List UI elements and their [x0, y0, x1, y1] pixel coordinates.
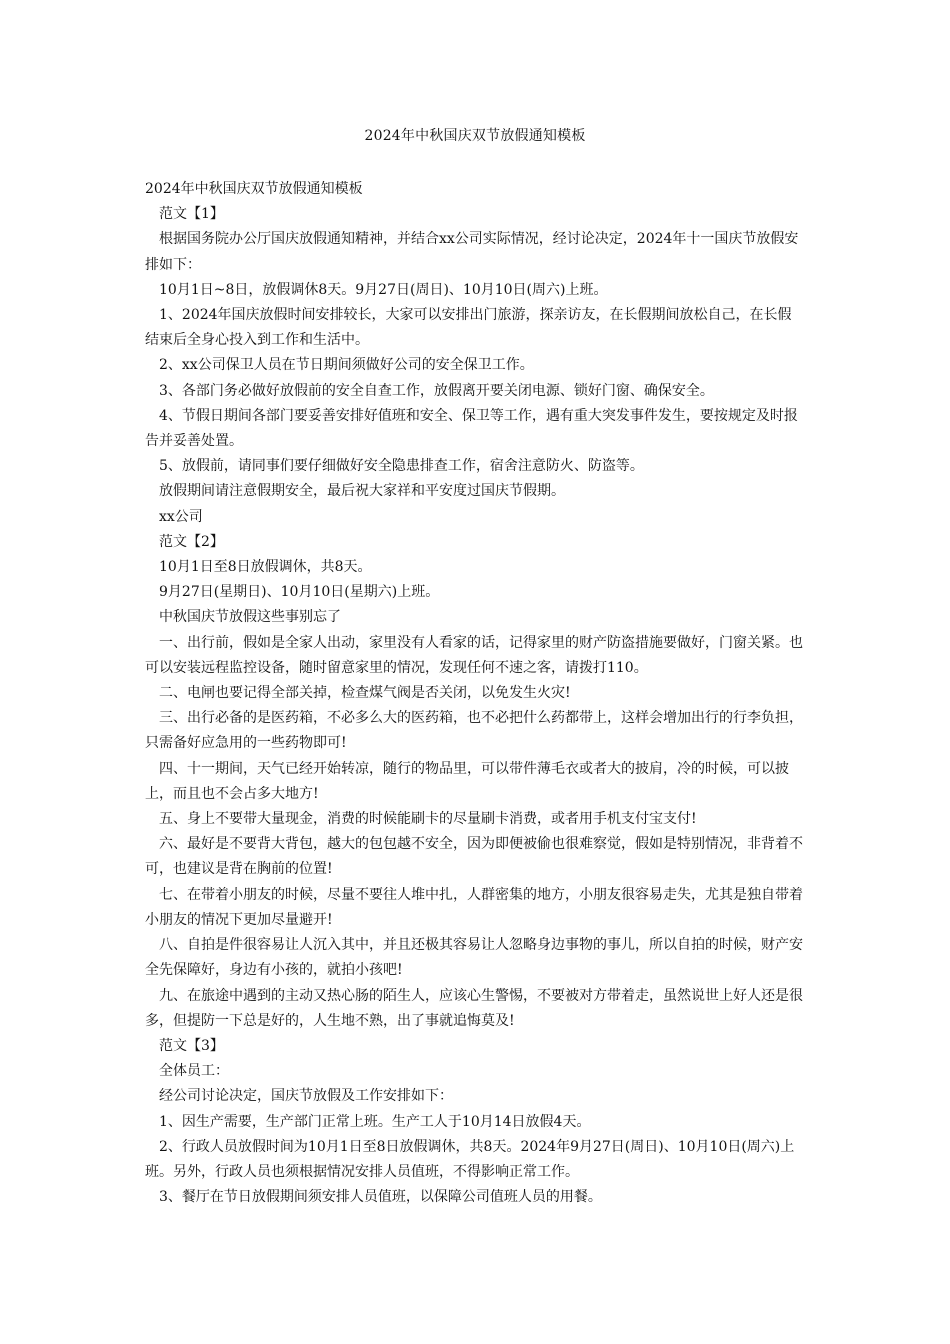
paragraph: 1、因生产需要，生产部门正常上班。生产工人于10月14日放假4天。 — [159, 1113, 591, 1130]
paragraph: 全体员工： — [159, 1063, 229, 1080]
paragraph: 一、出行前，假如是全家人出动，家里没有人看家的话，记得家里的财产防盗措施要做好，门窗关紧。也可以安装远程监控设备，随时留意家里的情况，发现任何不速之客，请拨打110。 — [145, 634, 803, 676]
document-title: 2024年中秋国庆双节放假通知模板 — [364, 128, 586, 144]
paragraph: 5、放假前，请同事们要仔细做好安全隐患排查工作，宿舍注意防火、防盗等。 — [159, 458, 644, 475]
paragraph: 七、在带着小朋友的时候，尽量不要往人堆中扎，人群密集的地方，小朋友很容易走失，尤其是独自带着小朋友的情况下更加尽量避开! — [145, 886, 803, 928]
paragraph: 六、最好是不要背大背包，越大的包包越不安全，因为即便被偷也很难察觉，假如是特别情况，非背着不可，也建议是背在胸前的位置! — [145, 836, 803, 878]
paragraph: 2024年中秋国庆双节放假通知模板 — [145, 181, 363, 197]
paragraph: 2、行政人员放假时间为10月1日至8日放假调休，共8天。2024年9月27日(周日)、10月10日(周六)上班。另外，行政人员也须根据情况安排人员值班，不得影响正常工作。 — [145, 1138, 795, 1180]
paragraph: 根据国务院办公厅国庆放假通知精神，并结合xx公司实际情况，经讨论决定，2024年十一国庆节放假安排如下： — [145, 231, 799, 273]
paragraph: 9月27日(星期日)、10月10日(星期六)上班。 — [159, 584, 440, 601]
paragraph: 范文【2】 — [159, 533, 224, 550]
paragraph: 范文【3】 — [159, 1037, 224, 1054]
paragraph: 经公司讨论决定，国庆节放假及工作安排如下： — [159, 1088, 453, 1105]
paragraph: 八、自拍是件很容易让人沉入其中，并且还极其容易让人忽略身边事物的事儿，所以自拍的时候，财产安全先保障好，身边有小孩的，就拍小孩吧! — [145, 937, 803, 979]
paragraph: 2、xx公司保卫人员在节日期间须做好公司的安全保卫工作。 — [159, 357, 534, 374]
paragraph: 二、电闸也要记得全部关掉，检查煤气阀是否关闭，以免发生火灾! — [159, 685, 571, 702]
paragraph: 范文【1】 — [159, 206, 224, 223]
paragraph: 1、2024年国庆放假时间安排较长，大家可以安排出门旅游，探亲访友，在长假期间放松自己，在长假结束后全身心投入到工作和生活中。 — [145, 307, 792, 349]
paragraph: 九、在旅途中遇到的主动又热心肠的陌生人，应该心生警惕，不要被对方带着走，虽然说世上好人还是很多，但提防一下总是好的，人生地不熟，出了事就追悔莫及! — [145, 987, 803, 1029]
document-body — [145, 177, 805, 1210]
paragraph: 3、各部门务必做好放假前的安全自查工作，放假离开要关闭电源、锁好门窗、确保安全。 — [159, 382, 714, 399]
paragraph: 四、十一期间，天气已经开始转凉，随行的物品里，可以带件薄毛衣或者大的披肩，冷的时候，可以披上，而且也不会占多大地方! — [145, 760, 789, 802]
paragraph: 五、身上不要带大量现金，消费的时候能刷卡的尽量刷卡消费，或者用手机支付宝支付! — [159, 811, 697, 828]
paragraph: 中秋国庆节放假这些事别忘了 — [159, 609, 341, 626]
paragraph: 三、出行必备的是医药箱，不必多么大的医药箱，也不必把什么药都带上，这样会增加出行的行李负担，只需备好应急用的一些药物即可! — [145, 710, 803, 752]
paragraph: 10月1日~8日，放假调休8天。9月27日(周日)、10月10日(周六)上班。 — [159, 281, 608, 298]
paragraph: xx公司 — [159, 508, 203, 525]
paragraph: 放假期间请注意假期安全，最后祝大家祥和平安度过国庆节假期。 — [159, 483, 565, 500]
paragraph: 4、节假日期间各部门要妥善安排好值班和安全、保卫等工作，遇有重大突发事件发生，要按规定及时报告并妥善处置。 — [145, 407, 798, 450]
paragraph: 3、餐厅在节日放假期间须安排人员值班，以保障公司值班人员的用餐。 — [159, 1189, 602, 1206]
paragraph: 10月1日至8日放假调休，共8天。 — [159, 559, 372, 576]
